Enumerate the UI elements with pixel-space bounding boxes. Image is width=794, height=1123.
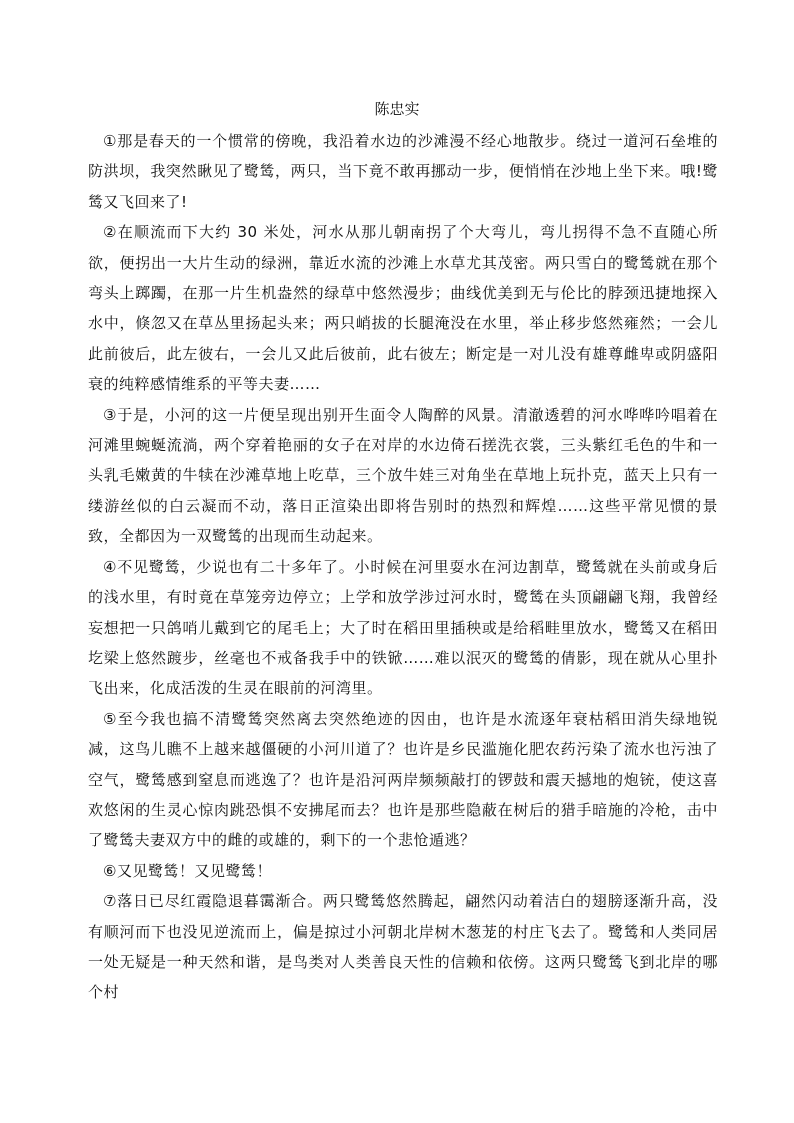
paragraph-4: ④不见鹭鸶，少说也有二十多年了。小时候在河里耍水在河边割草，鹭鸶就在头前或身后的浅水里，有时竟在草笼旁边停立；上学和放学涉过河水时，鹭鸶在头顶翩翩飞翔，我曾经妄想把一只鸽哨儿戴到它的尾毛上；大了时在稻田里插秧或是给稻畦里放水，鹭鸶又在稻田圪梁上悠然踱步，丝毫也不戒备我手中的铁锨……难以泯灭的鹭鸶的倩影，现在就从心里扑飞出来，化成活泼的生灵在眼前的河湾里。 — [88, 557, 718, 698]
paragraph-1: ①那是春天的一个惯常的傍晚，我沿着水边的沙滩漫不经心地散步。绕过一道河石垒堆的防洪坝，我突然瞅见了鹭鸶，两只，当下竟不敢再挪动一步，便悄悄在沙地上坐下来。哦!鹭鸶又飞回来了! — [88, 132, 718, 211]
paragraph-5: ⑤至今我也搞不清鹭鸶突然离去突然绝迹的因由，也许是水流逐年衰枯稻田消失绿地锐减，这鸟儿瞧不上越来越僵硬的小河川道了？也许是乡民滥施化肥农药污染了流水也污浊了空气，鹭鸶感到窒息而逃逸了？也许是沿河两岸频频敲打的锣鼓和震天撼地的炮铳，使这喜欢悠闲的生灵心惊肉跳恐惧不安拂尾而去？也许是那些隐蔽在树后的猎手暗施的冷枪，击中了鹭鸶夫妻双方中的雌的或雄的，剩下的一个悲怆遁逃？ — [88, 709, 718, 850]
paragraph-2: ②在顺流而下大约 30 米处，河水从那儿朝南拐了个大弯儿，弯儿拐得不急不直随心所欲，便拐出一大片生动的绿洲，靠近水流的沙滩上水草尤其茂密。两只雪白的鹭鸶就在那个弯头上踯躅，在那一片生机盎然的绿草中悠然漫步；曲线优美到无与伦比的脖颈迅捷地探入水中，倏忽又在草丛里扬起头来；两只峭拔的长腿淹没在水里，举止移步悠然雍然；一会儿此前彼后，此左彼右，一会儿又此后彼前，此右彼左；断定是一对儿没有雄尊雌卑或阴盛阳衰的纯粹感情维系的平等夫妻…… — [88, 223, 718, 394]
paragraph-6: ⑥又见鹭鸶！又见鹭鸶！ — [103, 861, 272, 880]
article-body — [88, 126, 718, 1008]
paragraph-3: ③于是，小河的这一片便呈现出别开生面令人陶醉的风景。清澈透碧的河水哗哗吟唱着在河滩里蜿蜒流淌，两个穿着艳丽的女子在对岸的水边倚石搓洗衣裳，三头紫红毛色的牛和一头乳毛嫩黄的牛犊在沙滩草地上吃草，三个放牛娃三对角坐在草地上玩扑克，蓝天上只有一缕游丝似的白云凝而不动，落日正渲染出即将告别时的热烈和辉煌……这些平常见惯的景致，全都因为一双鹭鸶的出现而生动起来。 — [88, 405, 718, 546]
author-name: 陈忠实 — [374, 100, 420, 118]
paragraph-7: ⑦落日已尽红霞隐退暮霭渐合。两只鹭鸶悠然腾起，翩然闪动着洁白的翅膀逐渐升高，没有顺河而下也没见逆流而上，偏是掠过小河朝北岸树木葱茏的村庄飞去了。鹭鸶和人类同居一处无疑是一种天然和谐，是鸟类对人类善良天性的信赖和依傍。这两只鹭鸶飞到北岸的哪个村 — [88, 892, 718, 1002]
